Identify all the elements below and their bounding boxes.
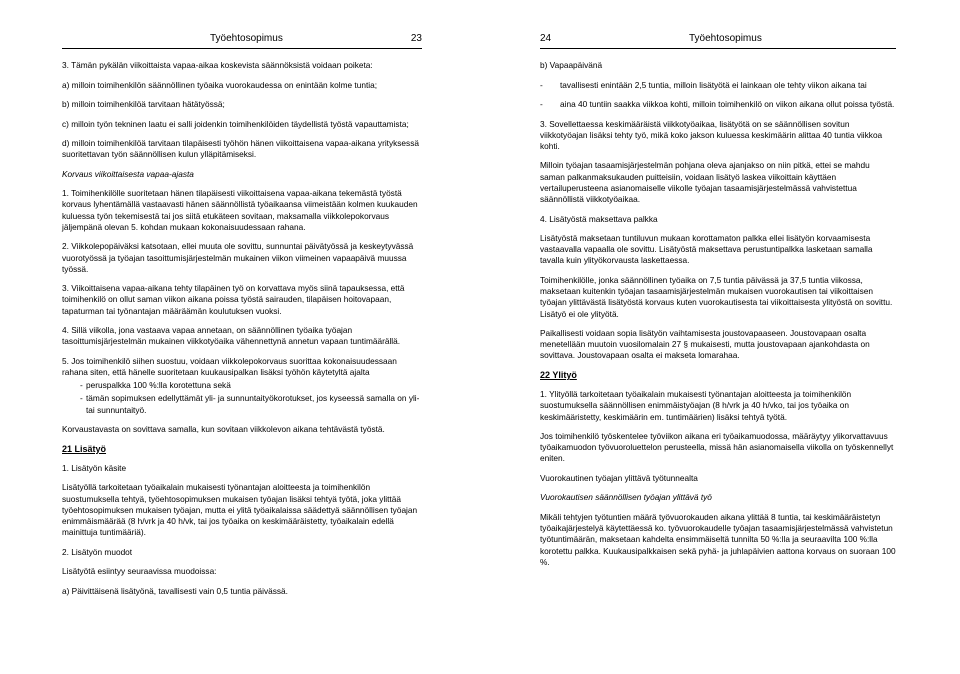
section-heading: 22 Ylityö	[540, 369, 577, 380]
paragraph: a) Päivittäisenä lisätyönä, tavallisesti vain 0,5 tuntia päivässä.	[62, 585, 288, 596]
paragraph: 1. Toimihenkilölle suoritetaan hänen tilapäisesti viikoittaisena vapaa-aikana tekemästä työstä korvaus lyhentämällä vastaavasti hänen säännöllistä työaikaansa viimeistään kolmen kuukauden kuluessa työn tekemisestä tai jos siitä etukäteen sovitaan, maksamalla viikkolepokorvaus jäljempänä olevan 5. kohdan mukaan kokonaisuudessaan rahana.	[62, 188, 418, 232]
list-item: - peruspalkka 100 %:lla korotettuna sekä	[62, 380, 422, 391]
subsection-title: Vuorokautinen työajan ylittävä työtunnealta	[540, 472, 698, 483]
right-page	[540, 0, 896, 674]
paragraph: a) milloin toimihenkilön säännöllinen työaika vuorokaudessa on enintään kolme tuntia;	[62, 79, 378, 90]
right-header-title: Työehtosopimus	[689, 33, 762, 44]
subsection-title: 4. Lisätyöstä maksettava palkka	[540, 213, 658, 224]
left-page	[62, 0, 422, 674]
subsection-title: 1. Lisätyön käsite	[62, 462, 127, 473]
paragraph: Mikäli tehtyjen työtuntien määrä työvuorokauden aikana ylittää 8 tuntia, tai keskimääräistetyn työaikajärjestelyä käytettäessä ko. työvuorokaudelle työajan tasaamisjärjestelmässä vahvistetun työtuntimäärän, maksetaan kahdelta ensimmäiseltä tunnilta 50 %:lla ja seuraavilta 100 %:lla korotettu palkka. Kuukausipalkkaisen sekä pyhä- ja juhlapäivien aattona korvaus on suoraan 100 %.	[540, 511, 896, 567]
paragraph: Lisätyöstä maksetaan tuntiluvun mukaan korottamaton palkka ellei lisätyön korvaamisesta vastaavalla vapaalla ole sovittu. Lisätyöstä maksettava perustuntipalkka lasketaan samalla tavalla kuin ylityökorvausta laskettaessa.	[540, 233, 873, 266]
list-item: - tämän sopimuksen edellyttämät yli- ja sunnuntaityökorotukset, jos kyseessä samalla on yli- tai sunnuntaityö.	[62, 393, 422, 415]
left-page-header	[62, 33, 422, 47]
right-page-header	[540, 33, 896, 47]
paragraph: b) milloin toimihenkilöä tarvitaan hätätyössä;	[62, 99, 225, 109]
paragraph: Milloin työajan tasaamisjärjestelmän pohjana oleva ajanjakso on niin pitkä, ettei se mahdu saman palkanmaksukauden puitteisiin, voidaan lisätyö laskea viikoittain käyttäen vertailuperusteena asianomaiselle viikolle työajan tasaamisjärjestelmässä vahvistettua säännöllistä viikkotyöaikaa.	[540, 160, 870, 205]
left-page-number: 23	[410, 33, 422, 44]
paragraph: 3. Tämän pykälän viikoittaista vapaa-aikaa koskevista säännöksistä voidaan poiketa:	[62, 60, 373, 70]
left-header-title: Työehtosopimus	[210, 33, 283, 44]
section-heading: 21 Lisätyö	[62, 443, 107, 454]
paragraph: 2. Viikkolepopäiväksi katsotaan, ellei muuta ole sovittu, sunnuntai päivätyössä ja keskeytyvässä vuorotyössä ja työajan tasoittumisjärjestelmän mukainen viikon viimeinen vapaapäivä muussa työssä.	[62, 241, 414, 274]
paragraph: 3. Viikoittaisena vapaa-aikana tehty tilapäinen työ on korvattava myös siinä tapauksessa, että toimihenkilö on ollut saman viikon aikana poissa työstä sairauden, tilapäisen hoitovapaan, tapaturman tai työnantajan määräämän koulutuksen vuoksi.	[62, 283, 405, 316]
paragraph: 4. Sillä viikolla, jona vastaava vapaa annetaan, on säännöllinen työaika työajan tasoittumisjärjestelmän mukainen viikkotyöaika vähennettynä annetun vapaan tuntimäärällä.	[62, 325, 401, 347]
paragraph: 1. Ylityöllä tarkoitetaan työaikalain mukaisesti työnantajan aloitteesta ja toimihenkilön suostumuksella säännöllisen enimmäistyöajan (8 h/vrk ja 40 h/vko, tai jos työaika on keskimääristetty, keskimäärin em. tuntimäärien) lisäksi tehtyä työtä.	[540, 389, 852, 422]
paragraph: Toimihenkilölle, jonka säännöllinen työaika on 7,5 tuntia päivässä ja 37,5 tuntia viikossa, maksetaan kuitenkin työajan tasaamisjärjestelmän mukaisen vuorokautisen tai viikoittaisen työajan ylittävästä lisätyöstä korvaus kuten vuorokautisesta tai viikoittaisesta ylityöstä on sovittu. Lisätyö ei ole ylityötä.	[540, 274, 893, 319]
paragraph: Paikallisesti voidaan sopia lisätyön vaihtamisesta joustovapaaseen. Joustovapaan osalta menetellään muutoin vuosilomalain 27 § mukaisesti, mutta joustovapaan ajankohdasta on sovittava. Joustovapaan osalta ei makseta lomarahaa.	[540, 328, 870, 361]
paragraph: 3. Sovellettaessa keskimääräistä viikkotyöaikaa, lisätyötä on se säännöllisen sovitun viikkotyöajan lisäksi tehty työ, mikä koko jakson kuluessa keskimäärin alittaa 40 tuntia viikkoa kohti.	[540, 118, 883, 151]
paragraph: b) Vapaapäivänä	[540, 60, 603, 70]
subheading: Korvaus viikoittaisesta vapaa-ajasta	[62, 168, 194, 179]
list-item: - aina 40 tuntiin saakka viikkoa kohti, milloin toimihenkilö on viikon aikana ollut poissa työstä.	[540, 99, 896, 110]
right-page-number: 24	[540, 33, 552, 44]
paragraph: Lisätyötä esiintyy seuraavissa muodoissa:	[62, 566, 217, 577]
paragraph: 5. Jos toimihenkilö siihen suostuu, voidaan viikkolepokorvaus suorittaa kokonaisuudessaan rahana siten, että hänelle suoritetaan kuukausipalkan lisäksi työhön käytetyltä ajalta	[62, 355, 397, 378]
subsection-title: 2. Lisätyön muodot	[62, 546, 133, 557]
paragraph: Korvaustavasta on sovittava samalla, kun sovitaan viikkolevon aikana tehtävästä työstä.	[62, 424, 385, 435]
paragraph: c) milloin työn tekninen laatu ei salli joidenkin toimihenkilöiden täydellistä työstä vapauttamista;	[62, 118, 409, 129]
left-header-rule	[62, 48, 422, 49]
right-page-content	[540, 60, 896, 576]
right-header-rule	[540, 48, 896, 49]
paragraph: Jos toimihenkilö työskentelee työviikon aikana eri työaikamuodossa, määräytyy ylikorvattavuus työaikamuodon työvuoroluettelon perusteella, missä hän asianomaisella viikolla on työskennellyt eniten.	[540, 431, 894, 464]
subheading: Vuorokautisen säännöllisen työajan ylittävä työ	[540, 492, 712, 503]
paragraph: Lisätyöllä tarkoitetaan työaikalain mukaisesti työnantajan aloitteesta ja toimihenkilön suostumuksella tehtyä, työehtosopimuksen mukaisen työajan lisäksi tehtyä työtä, joka ylittää työehtosopimuksen mukaisen työajan, mutta ei ylitä työaikalaissa säädettyä säännöllisen työajan enimmäismäärää (8 h/vrk ja 40 h/vk, tai jos työaika on keskimääräistetty, työaikalain edellä mainittuja tuntimääriä).	[62, 482, 418, 538]
paragraph: d) milloin toimihenkilöä tarvitaan tilapäisesti työhön hänen viikoittaisena vapaa-aikana yrityksessä suoritettavan työn säännöllisen kulun ylläpitämiseksi.	[62, 138, 419, 160]
left-page-content	[62, 60, 422, 605]
list-item: - tavallisesti enintään 2,5 tuntia, milloin lisätyötä ei lainkaan ole tehty viikon aikana tai	[540, 80, 896, 91]
